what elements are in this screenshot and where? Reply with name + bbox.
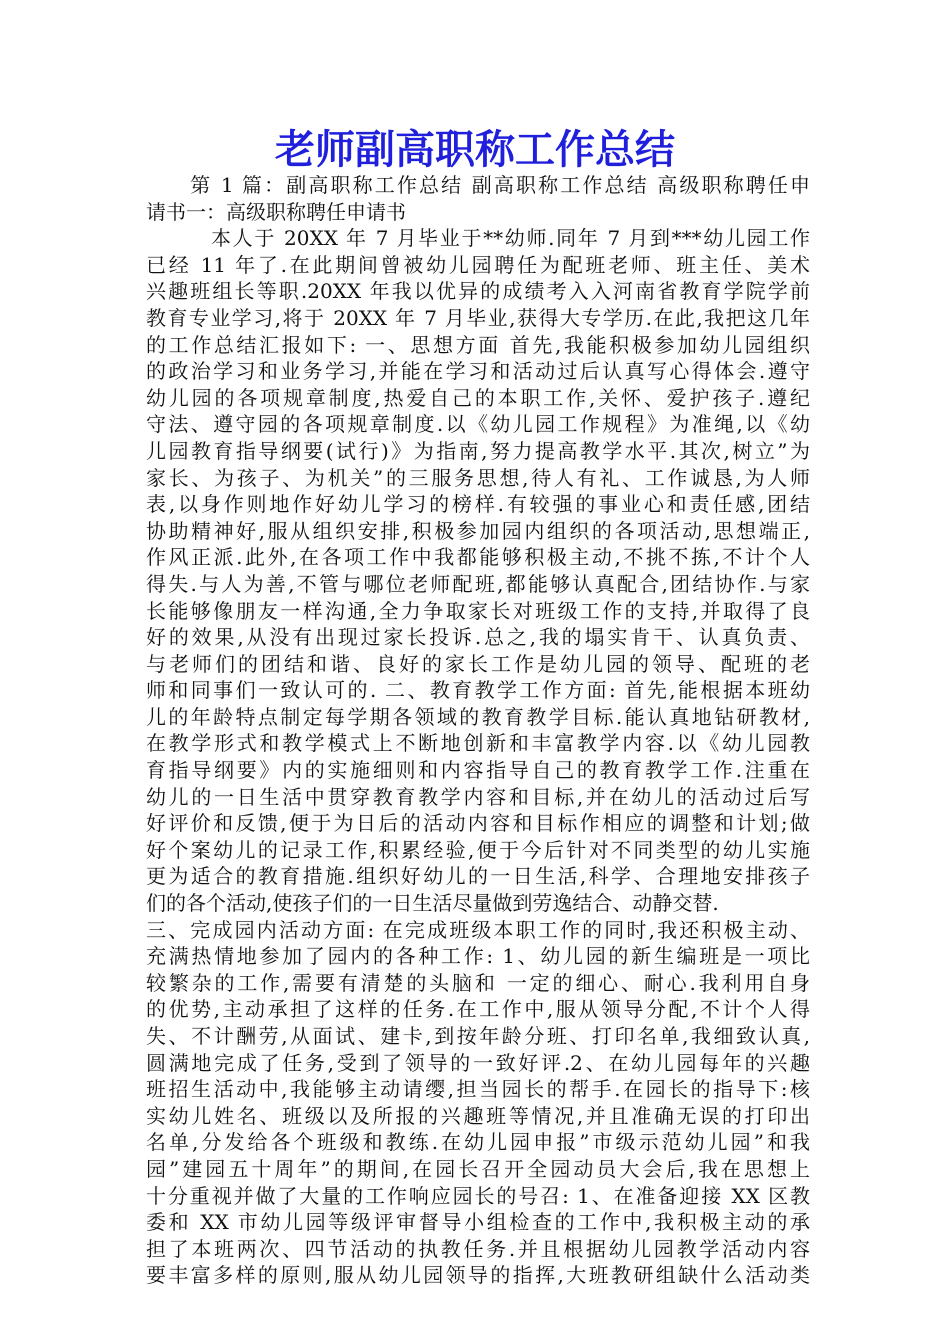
body-line: 已经 11 年了.在此期间曾被幼儿园聘任为配班老师、班主任、美术 [146, 252, 810, 277]
body-line: 与老师们的团结和谐、良好的家长工作是幼儿园的领导、配班的老 [146, 651, 810, 676]
document-body [146, 172, 810, 1289]
body-line: 教育专业学习,将于 20XX 年 7 月毕业,获得大专学历.在此,我把这几年 [146, 305, 810, 330]
body-line: 长能够像朋友一样沟通,全力争取家长对班级工作的支持,并取得了良 [146, 598, 810, 623]
body-line: 请书一：高级职称聘任申请书 [146, 199, 406, 224]
body-line: 失、不计酬劳,从面试、建卡,到按年龄分班、打印名单,我细致认真, [146, 1024, 810, 1048]
body-line: 得失.与人为善,不管与哪位老师配班,都能够认真配合,团结协作.与家 [146, 571, 810, 596]
body-line: 班招生活动中,我能够主动请缨,担当园长的帮手.在园长的指导下:核 [146, 1077, 810, 1102]
body-line: 作风正派.此外,在各项工作中我都能够积极主动,不挑不拣,不计个人 [146, 545, 810, 570]
body-line: 在教学形式和教学模式上不断地创新和丰富教学内容.以《幼儿园教 [146, 731, 810, 756]
body-line: 的优势,主动承担了这样的任务.在工作中,服从领导分配,不计个人得 [146, 997, 810, 1022]
body-line: 幼儿园的各项规章制度,热爱自己的本职工作,关怀、爱护孩子.遵纪 [146, 385, 810, 410]
body-line: 十分重视并做了大量的工作响应园长的号召: 1、在准备迎接 XX 区教 [146, 1183, 810, 1208]
body-line: 实幼儿姓名、班级以及所报的兴趣班等情况,并且准确无误的打印出 [146, 1103, 810, 1128]
body-line: 第 1 篇：副高职称工作总结 副高职称工作总结 高级职称聘任申 [146, 173, 810, 197]
body-line: 们的各个活动,使孩子们的一日生活尽量做到劳逸结合、动静交替. [146, 891, 719, 916]
body-line: 育指导纲要》内的实施细则和内容指导自己的教育教学工作.注重在 [146, 758, 810, 783]
body-line: 三、完成园内活动方面: 在完成班级本职工作的同时,我还积极主动、 [146, 917, 810, 942]
body-line: 本人于 20XX 年 7 月毕业于**幼师.同年 7 月到***幼儿园工作 [146, 226, 810, 251]
body-line: 名单,分发给各个班级和教练.在幼儿园申报”市级示范幼儿园”和我 [146, 1130, 810, 1155]
body-line: 充满热情地参加了园内的各种工作: 1、幼儿园的新生编班是一项比 [146, 944, 810, 969]
body-line: 儿的年龄特点制定每学期各领域的教育教学目标.能认真地钻研教材, [146, 704, 810, 729]
body-line: 圆满地完成了任务,受到了领导的一致好评.2、在幼儿园每年的兴趣 [146, 1050, 810, 1075]
body-line: 兴趣班组长等职.20XX 年我以优异的成绩考入入河南省教育学院学前 [146, 279, 810, 304]
body-line: 师和同事们一致认可的. 二、教育教学工作方面: 首先,能根据本班幼 [146, 678, 810, 703]
body-line: 守法、遵守园的各项规章制度.以《幼儿园工作规程》为准绳,以《幼 [146, 412, 810, 437]
document-title: 老师副高职称工作总结 [275, 126, 675, 173]
body-line: 更为适合的教育措施.组织好幼儿的一日生活,科学、合理地安排孩子 [146, 864, 810, 889]
body-line: 委和 XX 市幼儿园等级评审督导小组检查的工作中,我积极主动的承 [146, 1210, 810, 1235]
body-line: 表,以身作则地作好幼儿学习的榜样.有较强的事业心和责任感,团结 [146, 492, 810, 517]
body-line: 儿园教育指导纲要(试行)》为指南,努力提高教学水平.其次,树立”为 [146, 438, 810, 463]
body-line: 好个案幼儿的记录工作,积累经验,便于今后针对不同类型的幼儿实施 [146, 837, 810, 862]
body-line: 担了本班两次、四节活动的执教任务.并且根据幼儿园教学活动内容 [146, 1236, 810, 1261]
body-line: 的工作总结汇报如下: 一、思想方面 首先,我能积极参加幼儿园组织 [146, 332, 810, 357]
body-line: 的政治学习和业务学习,并能在学习和活动过后认真写心得体会.遵守 [146, 359, 810, 384]
body-line: 较繁杂的工作,需要有清楚的头脑和 一定的细心、耐心.我利用自身 [146, 970, 810, 995]
body-line: 协助精神好,服从组织安排,积极参加园内组织的各项活动,思想端正, [146, 518, 810, 543]
body-line: 好的效果,从没有出现过家长投诉.总之,我的塌实肯干、认真负责、 [146, 625, 810, 650]
body-line: 好评价和反馈,便于为日后的活动内容和目标作相应的调整和计划;做 [146, 811, 810, 836]
body-line: 家长、为孩子、为机关”的三服务思想,待人有礼、工作诚恳,为人师 [146, 465, 810, 490]
body-line: 要丰富多样的原则,服从幼儿园领导的指挥,大班教研组缺什么活动类 [146, 1263, 810, 1288]
body-line: 园”建园五十周年”的期间,在园长召开全园动员大会后,我在思想上 [146, 1156, 810, 1181]
body-line: 幼儿的一日生活中贯穿教育教学内容和目标,并在幼儿的活动过后写 [146, 784, 810, 809]
